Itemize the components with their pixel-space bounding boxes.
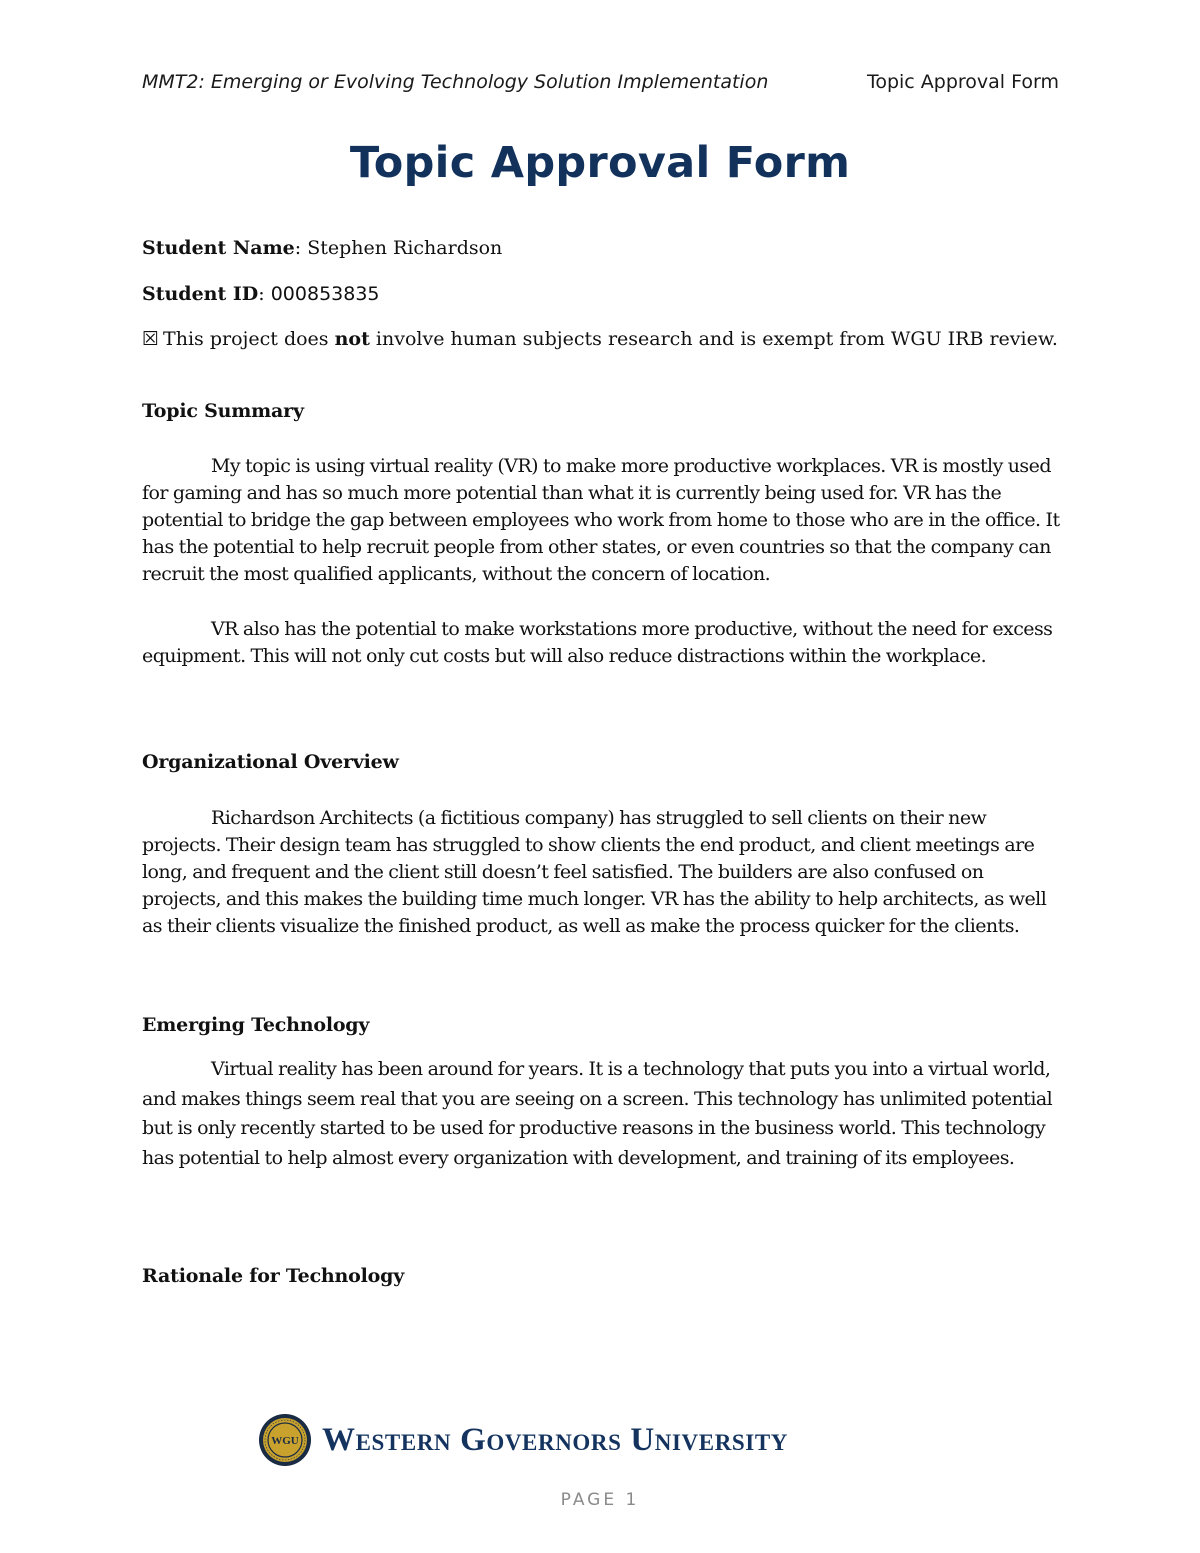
student-name-label: Student Name <box>142 237 295 259</box>
organizational-overview-heading: Organizational Overview <box>142 751 399 773</box>
header-course-title: MMT2: Emerging or Evolving Technology Solution Implementation <box>142 71 769 93</box>
irb-checkbox-icon: ☒ <box>142 328 160 350</box>
header-form-name: Topic Approval Form <box>866 71 1059 93</box>
rationale-heading: Rationale for Technology <box>142 1265 405 1287</box>
topic-summary-paragraph-2: VR also has the potential to make workstations more productive, without the need for excess equipment. This will not only cut costs but will also reduce distractions within the workplace. <box>142 618 1053 667</box>
student-id-value: 000853835 <box>270 283 380 305</box>
emerging-technology-heading: Emerging Technology <box>142 1014 370 1036</box>
organizational-overview-paragraph: Richardson Architects (a fictitious company) has struggled to sell clients on their new projects. Their design team has struggled to show clients the end product, and client meetings are long, and frequent and the client still doesn’t feel satisfied. The builders are also confused on projects, and this makes the building time much longer. VR has the ability to help architects, as well as their clients visualize the finished product, as well as make the process quicker for the clients. <box>142 807 1047 937</box>
student-name-field <box>142 237 502 259</box>
wgu-seal-letters: WGU <box>271 1435 299 1447</box>
emerging-technology-paragraph: Virtual reality has been around for years. It is a technology that puts you into a virtual world, and makes things seem real that you are seeing on a screen. This technology has unlimited potential but is only recently started to be used for productive reasons in the business world. This technology has potential to help almost every organization with development, and training of its employees. <box>142 1058 1053 1169</box>
student-id-separator: : <box>258 283 271 305</box>
irb-text-before: This project does <box>163 328 335 350</box>
wgu-logo <box>258 1412 788 1468</box>
student-name-value: Stephen Richardson <box>307 237 503 259</box>
topic-summary-heading: Topic Summary <box>142 400 304 422</box>
irb-text-after: involve human subjects research and is exempt from WGU IRB review. <box>369 328 1058 350</box>
student-name-separator: : <box>294 237 308 259</box>
irb-exemption-statement <box>142 328 1058 350</box>
topic-summary-paragraph-1: My topic is using virtual reality (VR) to make more productive workplaces. VR is mostly used for gaming and has so much more potential than what it is currently being used for. VR has the potential to bridge the gap between employees who work from home to those who are in the office. It has the potential to help recruit people from other states, or even countries so that the company can recruit the most qualified applicants, without the concern of location. <box>142 455 1060 585</box>
wgu-logo-text: Western Governors University <box>322 1421 788 1458</box>
page-number: PAGE 1 <box>560 1490 640 1510</box>
student-id-label: Student ID <box>142 283 259 305</box>
irb-text-bold: not <box>334 328 370 350</box>
page-title: Topic Approval Form <box>349 138 851 188</box>
student-id-field <box>142 283 380 305</box>
wgu-seal-icon <box>258 1413 312 1467</box>
